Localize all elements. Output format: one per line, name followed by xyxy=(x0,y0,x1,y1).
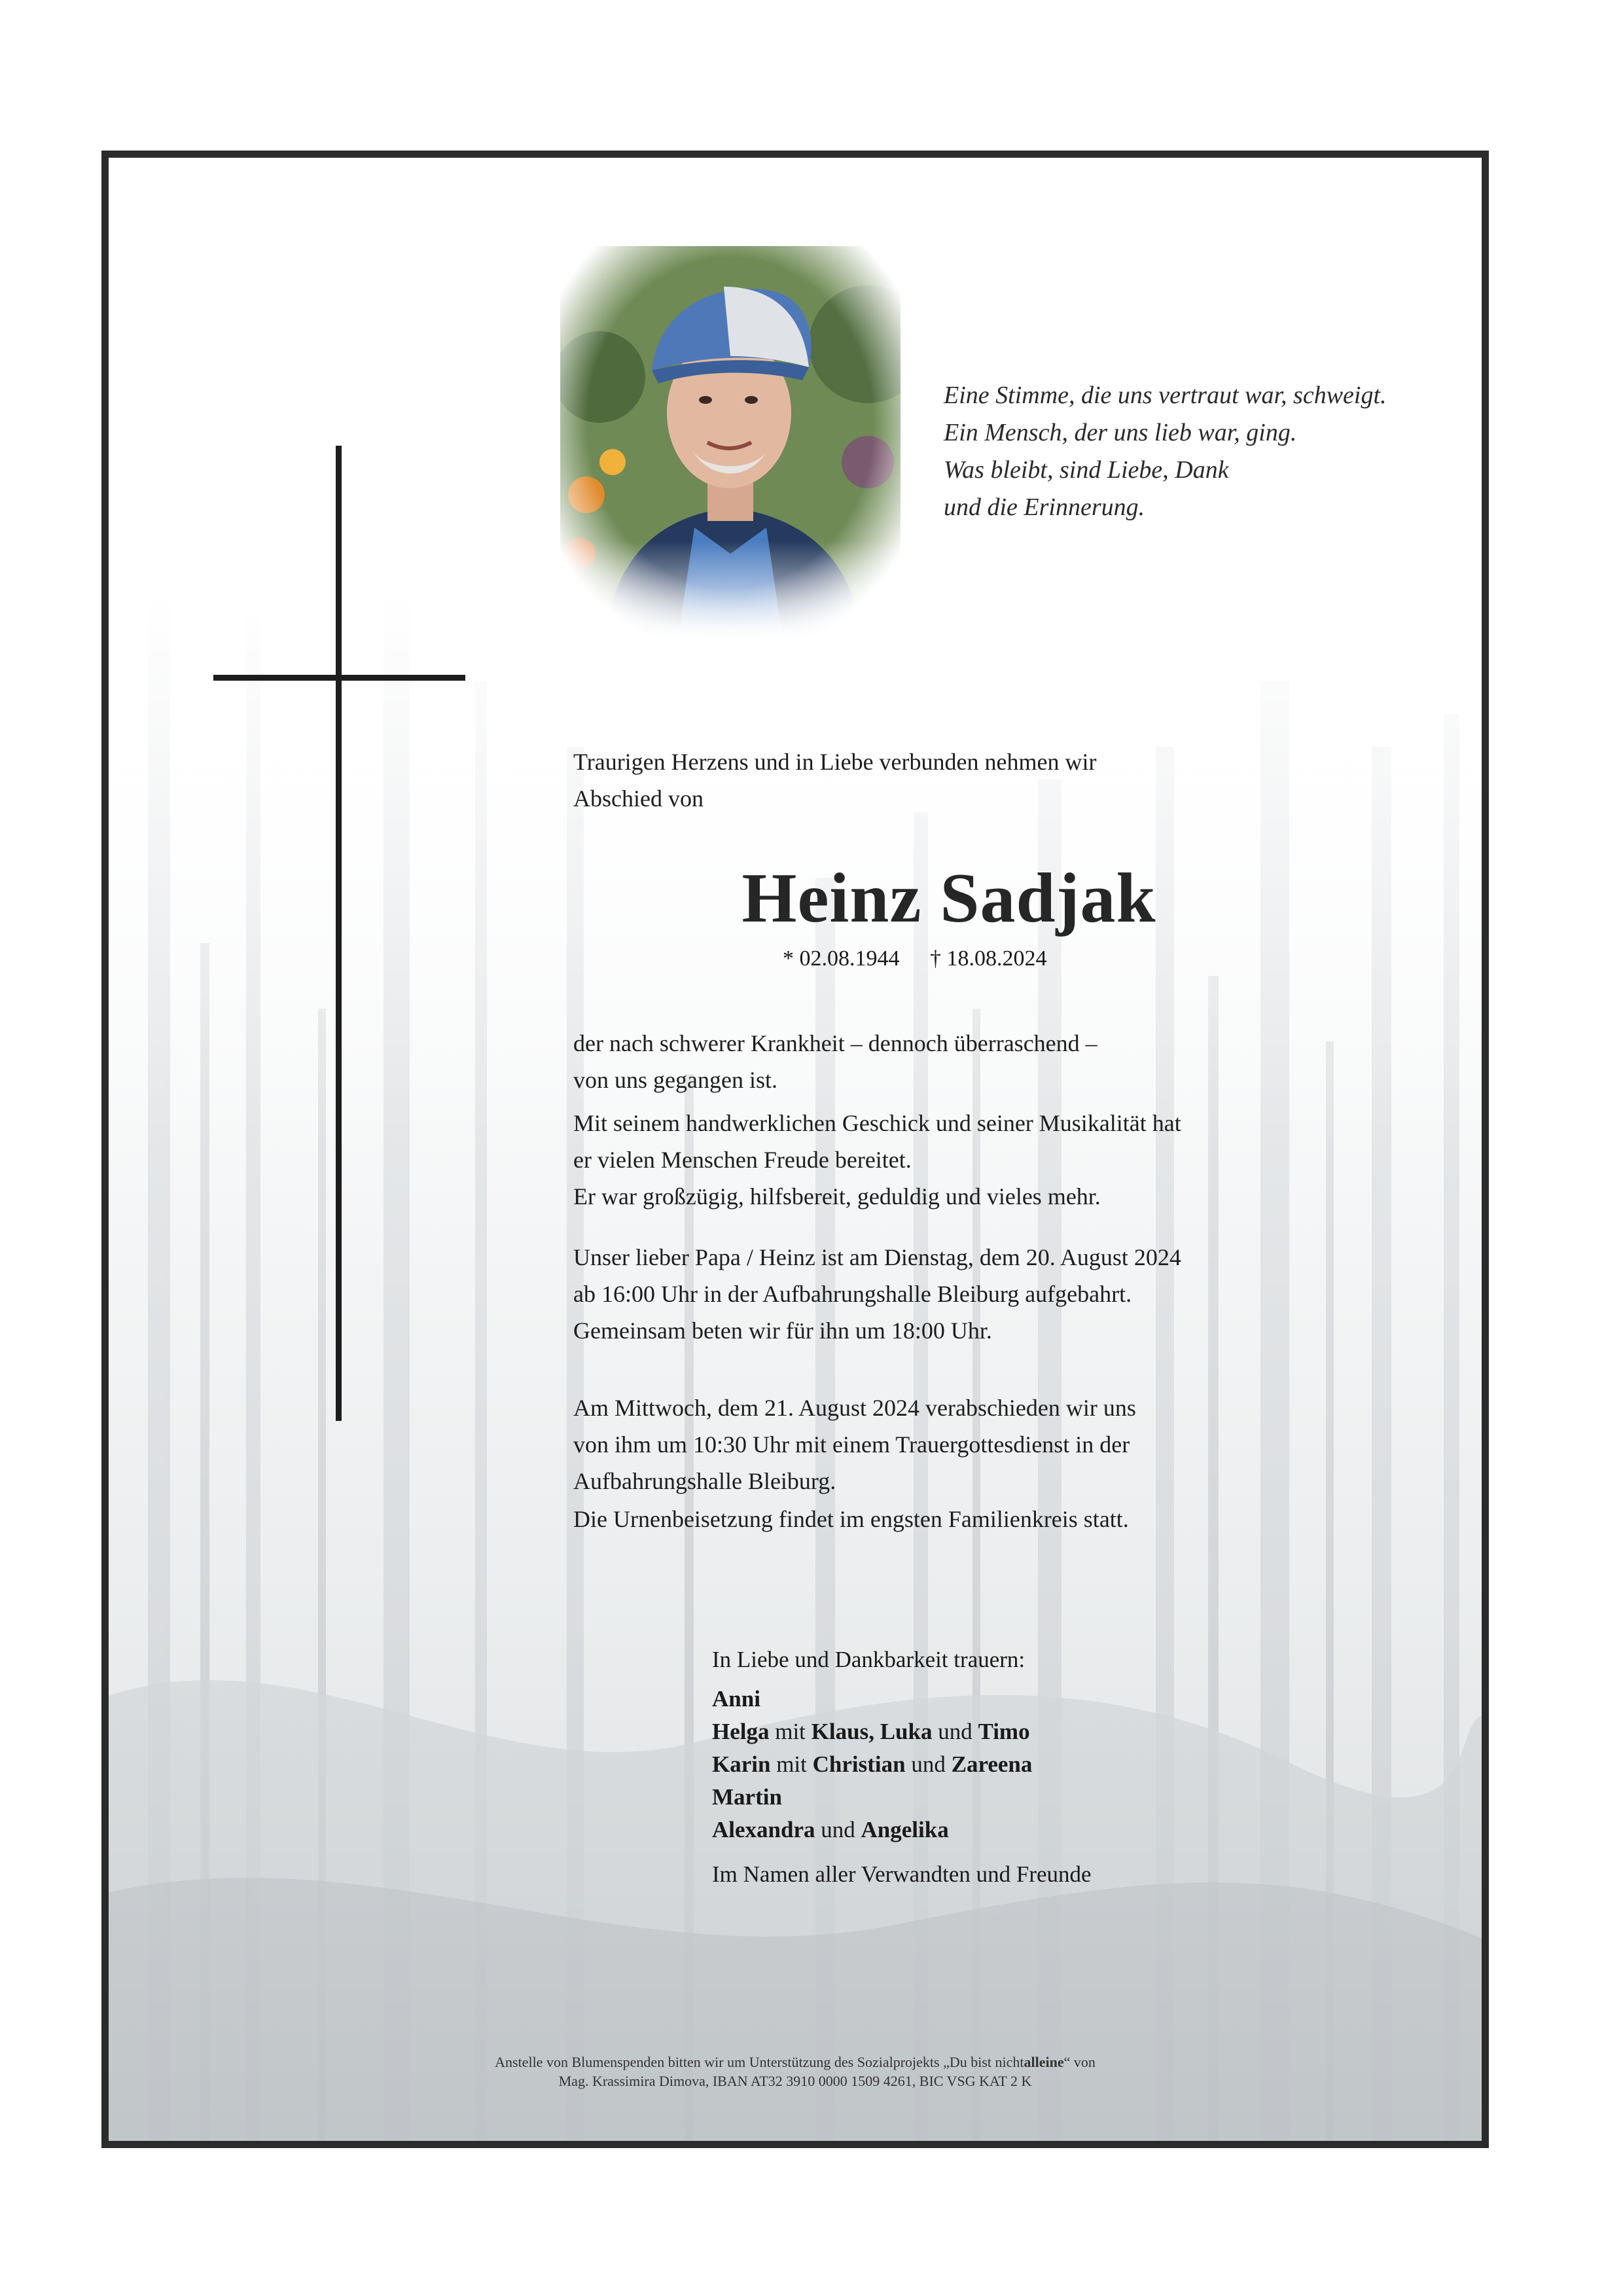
connector-word: und xyxy=(821,1817,855,1842)
text-line: Aufbahrungshalle Bleiburg. xyxy=(573,1468,836,1494)
paragraph-urn: Die Urnenbeisetzung findet im engsten Familienkreis statt. xyxy=(573,1506,1129,1532)
mourner-name: Christian xyxy=(812,1751,906,1777)
connector-word: und xyxy=(938,1719,972,1744)
bank-details: Mag. Krassimira Dimova, IBAN AT32 3910 0000 1509 4261, BIC VSG KAT 2 K xyxy=(558,2073,1032,2089)
mourners-list xyxy=(712,1643,1092,1891)
mourner-name: Klaus, Luka xyxy=(811,1719,933,1744)
paragraph-service xyxy=(573,1390,1136,1499)
mourner-line xyxy=(712,1814,1092,1846)
portrait-photo xyxy=(560,246,901,639)
memorial-quote xyxy=(944,377,1467,526)
quote-line: Ein Mensch, der uns lieb war, ging. xyxy=(944,419,1297,446)
obituary-frame xyxy=(101,151,1489,2148)
mourners-closing: Im Namen aller Verwandten und Freunde xyxy=(712,1861,1092,1887)
mourner-name: Karin xyxy=(712,1751,771,1777)
donation-text: Anstelle von Blumenspenden bitten wir um Unterstützung des Sozialprojekts „Du bist nicht xyxy=(495,2054,1024,2070)
text-line: ab 16:00 Uhr in der Aufbahrungshalle Bleiburg aufgebahrt. xyxy=(573,1281,1132,1307)
death-date: † 18.08.2024 xyxy=(930,946,1047,971)
connector-word: und xyxy=(911,1751,946,1777)
project-name: alleine xyxy=(1024,2054,1064,2070)
text-line: Gemeinsam beten wir für ihn um 18:00 Uhr. xyxy=(573,1318,992,1344)
text-line: Er war großzügig, hilfsbereit, geduldig und vieles mehr. xyxy=(573,1183,1101,1210)
text-line: Am Mittwoch, dem 21. August 2024 verabschieden wir uns xyxy=(573,1395,1136,1421)
mourner-line xyxy=(712,1748,1092,1781)
intro-line: Traurigen Herzens und in Liebe verbunden nehmen wir xyxy=(573,749,1097,775)
text-line: der nach schwerer Krankheit – dennoch überraschend – xyxy=(573,1030,1097,1056)
quote-line: Was bleibt, sind Liebe, Dank xyxy=(944,456,1229,484)
paragraph-illness xyxy=(573,1025,1097,1098)
quote-line: Eine Stimme, die uns vertraut war, schweigt. xyxy=(944,382,1387,409)
intro-line: Abschied von xyxy=(573,785,704,812)
mourner-line xyxy=(712,1715,1092,1748)
deceased-name: Heinz Sadjak xyxy=(741,859,1156,937)
mourner-name: Anni xyxy=(712,1686,760,1712)
birth-date: * 02.08.1944 xyxy=(783,946,900,971)
donation-text: “ von xyxy=(1063,2054,1096,2070)
cross-horizontal-bar xyxy=(213,675,465,681)
connector-word: mit xyxy=(775,1719,806,1744)
paragraph-character xyxy=(573,1105,1181,1215)
mourner-name: Angelika xyxy=(861,1817,949,1842)
mourner-name: Timo xyxy=(978,1719,1030,1744)
mourner-name: Alexandra xyxy=(712,1817,815,1842)
quote-line: und die Erinnerung. xyxy=(944,493,1145,521)
mourner-name: Zareena xyxy=(951,1751,1033,1777)
text-line: Unser lieber Papa / Heinz ist am Dienstag, dem 20. August 2024 xyxy=(573,1244,1181,1270)
text-line: von ihm um 10:30 Uhr mit einem Trauergottesdienst in der xyxy=(573,1431,1130,1458)
mourner-line xyxy=(712,1781,1092,1814)
mourners-heading: In Liebe und Dankbarkeit trauern: xyxy=(712,1647,1026,1672)
connector-word: mit xyxy=(776,1751,807,1777)
paragraph-viewing xyxy=(573,1239,1181,1349)
mourner-line xyxy=(712,1683,1092,1715)
mourner-name: Helga xyxy=(712,1719,770,1744)
donation-line xyxy=(109,2053,1482,2072)
life-dates xyxy=(783,946,1072,971)
donation-note xyxy=(109,2053,1482,2090)
intro-text xyxy=(573,744,1096,817)
text-line: von uns gegangen ist. xyxy=(573,1067,777,1093)
mourner-name: Martin xyxy=(712,1784,782,1810)
text-line: Mit seinem handwerklichen Geschick und seiner Musikalität hat xyxy=(573,1110,1181,1136)
text-line: er vielen Menschen Freude bereitet. xyxy=(573,1147,912,1173)
